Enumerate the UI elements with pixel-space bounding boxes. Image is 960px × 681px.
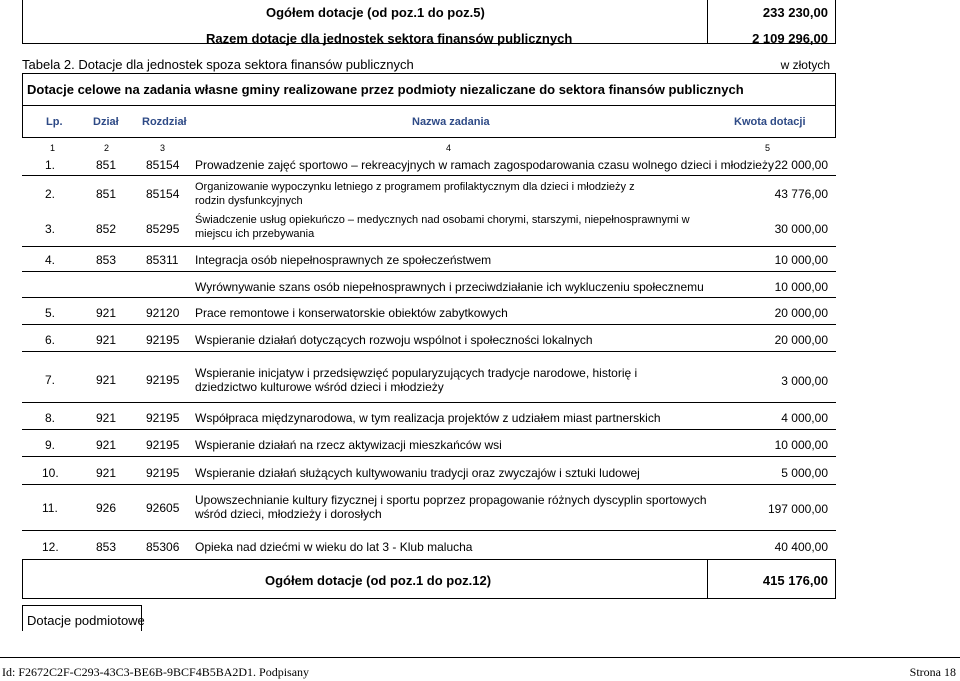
row-lp: 10. [42,466,59,480]
table-caption: Tabela 2. Dotacje dla jednostek spoza sektora finansów publicznych [22,57,414,72]
row-rozdzial: 92605 [146,501,180,515]
row-lp: 9. [45,438,56,452]
row-nazwa: Wspieranie działań służących kultywowaniu tradycji oraz zwyczajów i sztuki ludowej [195,466,640,480]
colnum-1: 1 [50,143,56,153]
row-nazwa: Świadczenie usług opiekuńczo – medycznych nad osobami chorymi, starszymi, niepełnosprawnymi w miejscu ich przebywania [195,214,690,240]
row-nazwa: Organizowanie wypoczynku letniego z programem profilaktycznym dla dzieci i młodzieży z rodzin dysfunkcyjnych [195,181,635,207]
row-dzial: 853 [96,253,117,267]
row-rozdzial: 92195 [146,411,180,425]
row-nazwa: Prace remontowe i konserwatorskie obiektów zabytkowych [195,306,508,320]
row-lp: 7. [45,373,56,387]
row-divider [22,456,836,457]
row-rozdzial: 92120 [146,306,180,320]
row-dzial: 926 [96,501,117,515]
header-lp: Lp. [46,116,63,128]
total-pos1-5-label: Ogółem dotacje (od poz.1 do poz.5) [266,5,485,20]
total-pos1-5-value: 233 230,00 [762,5,828,20]
table-total-label: Ogółem dotacje (od poz.1 do poz.12) [265,573,492,588]
row-divider [22,484,836,485]
row-nazwa: Opieka nad dziećmi w wieku do lat 3 - Klub malucha [195,540,473,554]
next-section-label: Dotacje podmiotowe [27,613,145,628]
row-rozdzial: 85311 [146,253,179,267]
row-nazwa: Prowadzenie zajęć sportowo – rekreacyjnych w ramach zagospodarowania czasu wolnego dzieci i młodzieży [195,158,774,172]
row-rozdzial: 85154 [146,158,180,172]
header-nazwa: Nazwa zadania [412,116,490,128]
row-lp: 2. [45,187,56,201]
row-divider [22,429,836,430]
row-dzial: 851 [96,187,117,201]
header-rozdzial: Rozdział [142,116,187,128]
colnum-4: 4 [446,143,452,153]
row-rozdzial: 85154 [146,187,180,201]
row-divider [22,271,836,272]
row-nazwa: Wspieranie działań dotyczących rozwoju wspólnot i społeczności lokalnych [195,333,593,347]
row-rozdzial: 92195 [146,466,180,480]
row-dzial: 853 [96,540,117,554]
row-lp: 11. [42,501,58,515]
row-kwota: 10 000,00 [774,280,828,294]
row-divider [22,297,836,298]
header-dzial: Dział [93,116,119,128]
row-lp: 12. [42,540,59,554]
row-rozdzial: 85306 [146,540,180,554]
row-kwota: 43 776,00 [774,187,828,201]
row-lp: 1. [45,158,56,172]
row-lp: 6. [45,333,56,347]
row-kwota: 197 000,00 [767,502,828,516]
row-kwota: 4 000,00 [781,411,828,425]
colnum-3: 3 [160,143,166,153]
row-dzial: 921 [96,306,117,320]
row-lp: 5. [45,306,56,320]
row-rozdzial: 92195 [146,333,180,347]
row-rozdzial: 92195 [146,438,180,452]
header-kwota: Kwota dotacji [734,116,806,128]
row-lp: 4. [45,253,56,267]
row-lp: 8. [45,411,56,425]
row-dzial: 921 [96,373,117,387]
table-subtitle: Dotacje celowe na zadania własne gminy realizowane przez podmioty niezaliczane do sektora finansów publicznych [27,82,744,97]
colnum-5: 5 [765,143,771,153]
row-rozdzial: 85295 [146,222,180,236]
row-nazwa: Upowszechnianie kultury fizycznej i sportu poprzez propagowanie różnych dyscyplin sportowych wśród dzieci, młodzieży i dorosłych [195,493,707,521]
row-dzial: 921 [96,411,117,425]
row-divider [22,351,836,352]
row-kwota: 3 000,00 [781,374,828,388]
row-nazwa: Wspieranie działań na rzecz aktywizacji mieszkańców wsi [195,438,502,452]
public-sector-total-value: 2 109 296,00 [752,31,828,46]
row-dzial: 921 [96,466,117,480]
row-divider [22,530,836,531]
document-id: Id: F2672C2F-C293-43C3-BE6B-9BCF4B5BA2D1. Podpisany [2,665,310,679]
row-divider [22,246,836,247]
table-total-divider [707,559,708,599]
top-totals-divider [707,0,708,44]
row-dzial: 921 [96,438,117,452]
row-kwota: 20 000,00 [774,306,828,320]
row-nazwa: Wyrównywanie szans osób niepełnosprawnych i przeciwdziałanie ich wykluczeniu społecznemu [195,280,704,294]
row-nazwa: Wspieranie inicjatyw i przedsięwzięć popularyzujących tradycje narodowe, historię i dziedzictwo kulturowe wśród dzieci i młodzieży [195,366,638,394]
row-kwota: 30 000,00 [774,222,828,236]
public-sector-total-label: Razem dotacje dla jednostek sektora finansów publicznych [206,31,573,46]
row-kwota: 40 400,00 [774,540,828,554]
row-kwota: 10 000,00 [774,253,828,267]
row-kwota: 22 000,00 [774,158,828,172]
row-nazwa: Integracja osób niepełnosprawnych ze społeczeństwem [195,253,492,267]
row-dzial: 852 [96,222,117,236]
row-divider [22,324,836,325]
row-kwota: 20 000,00 [774,333,828,347]
row-dzial: 851 [96,158,117,172]
row-lp: 3. [45,222,56,236]
row-kwota: 5 000,00 [781,466,828,480]
unit-label: w złotych [780,58,830,72]
table-total-value: 415 176,00 [762,573,828,588]
row-kwota: 10 000,00 [774,438,828,452]
row-dzial: 921 [96,333,117,347]
page-footer [0,657,960,681]
row-divider [22,175,836,176]
row-divider [22,402,836,403]
row-rozdzial: 92195 [146,373,180,387]
row-nazwa: Współpraca międzynarodowa, w tym realizacja projektów z udziałem miast partnerskich [195,411,661,425]
page-number: Strona 18 [909,665,956,679]
colnum-2: 2 [104,143,110,153]
